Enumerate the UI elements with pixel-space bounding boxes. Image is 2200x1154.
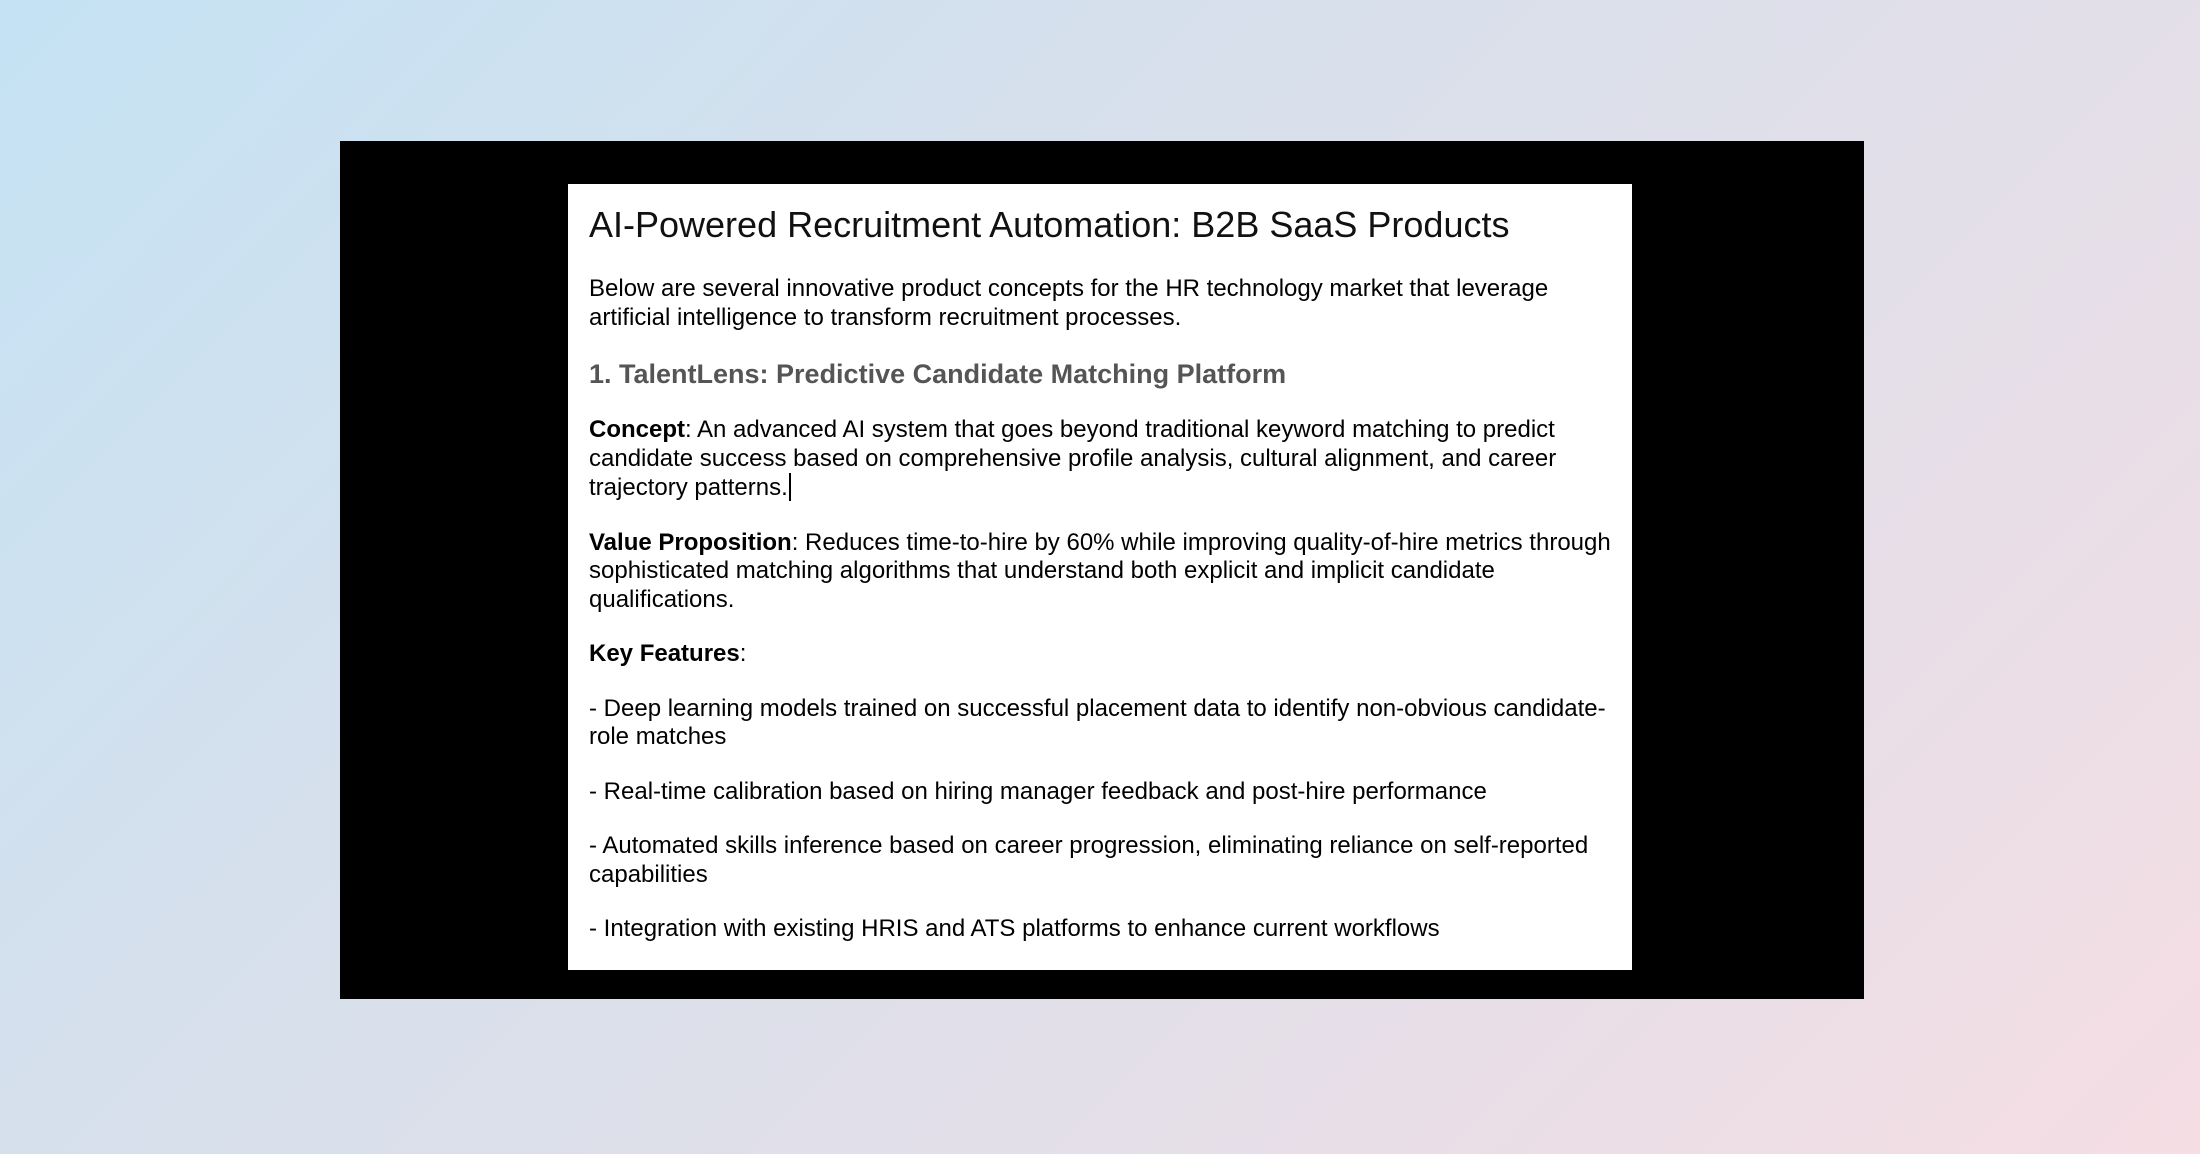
concept-text: : An advanced AI system that goes beyond traditional keyword matching to predict candidate success based on comprehensive profile analysis, cultural alignment, and career trajectory patterns. xyxy=(589,416,1557,501)
feature-item: - Real-time calibration based on hiring manager feedback and post-hire performance xyxy=(589,777,1487,805)
key-features-colon: : xyxy=(739,640,747,667)
app-window xyxy=(340,141,1864,999)
value-proposition-label: Value Proposition xyxy=(589,528,792,556)
key-features-label: Key Features xyxy=(589,640,740,667)
value-proposition-paragraph xyxy=(589,529,1611,615)
intro-paragraph: Below are several innovative product concepts for the HR technology market that leverage artificial intelligence to transform recruitment processes. xyxy=(589,275,1549,331)
document-editor[interactable] xyxy=(568,184,1632,970)
feature-item: - Deep learning models trained on successful placement data to identify non-obvious candidate-role matches xyxy=(589,694,1606,750)
key-features-heading xyxy=(589,640,1611,669)
feature-item: - Automated skills inference based on career progression, eliminating reliance on self-reported capabilities xyxy=(589,832,1589,888)
section-heading: 1. TalentLens: Predictive Candidate Matching Platform xyxy=(589,359,1287,389)
value-proposition-text: : Reduces time-to-hire by 60% while improving quality-of-hire metrics through sophisticated matching algorithms that understand both explicit and implicit candidate qualifications. xyxy=(589,528,1611,613)
text-cursor xyxy=(789,473,792,501)
document-title: AI-Powered Recruitment Automation: B2B SaaS Products xyxy=(589,204,1510,245)
feature-item: - Integration with existing HRIS and ATS platforms to enhance current workflows xyxy=(589,915,1440,942)
concept-label: Concept xyxy=(589,416,685,443)
concept-paragraph xyxy=(589,416,1611,503)
